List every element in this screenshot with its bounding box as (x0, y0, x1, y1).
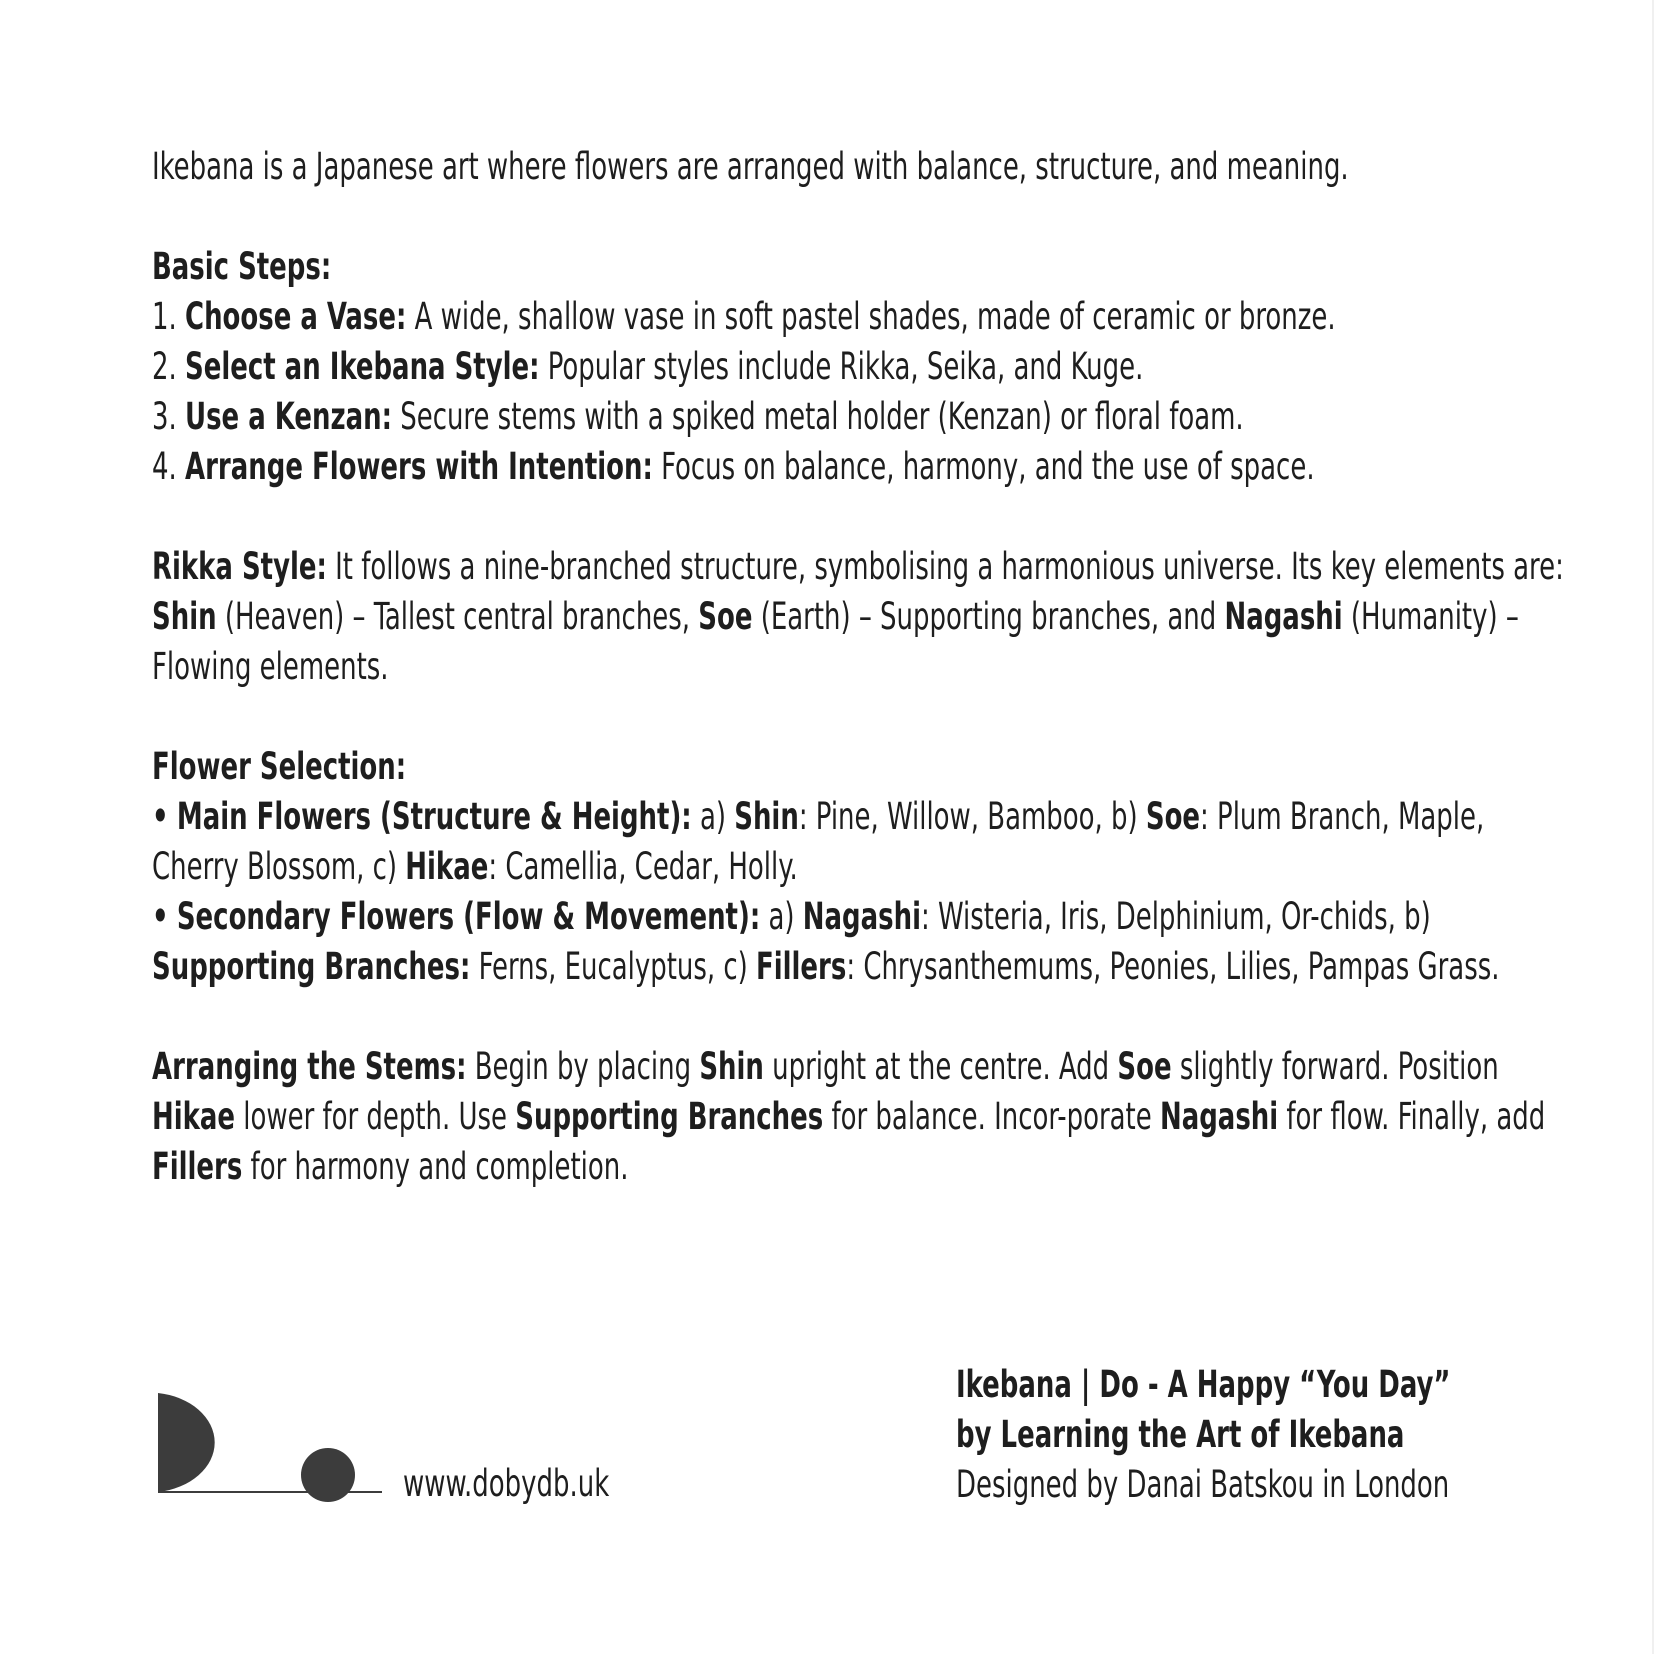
flower-selection-heading: Flower Selection: (152, 745, 407, 788)
do-logo (150, 1385, 390, 1510)
credits-designer: Designed by Danai Batskou in London (956, 1463, 1450, 1506)
credits-block (956, 1360, 1450, 1510)
intro-paragraph: Ikebana is a Japanese art where flowers are arranged with balance, structure, and meaning. (152, 145, 1349, 188)
website-link[interactable]: www.dobydb.uk (403, 1462, 610, 1505)
main-text (152, 142, 1572, 1192)
step-4: 4. Arrange Flowers with Intention: Focus on balance, harmony, and the use of space. (152, 445, 1315, 488)
main-flowers-item: • Main Flowers (Structure & Height): a) Shin: Pine, Willow, Bamboo, b) Soe: Plum Branch, Maple, Cherry Blossom, c) Hikae: Camellia, Cedar, Holly. (152, 795, 1485, 888)
credits-title-line-1: Ikebana | Do - A Happy “You Day” (956, 1363, 1451, 1406)
basic-steps-heading: Basic Steps: (152, 245, 332, 288)
rikka-paragraph: Rikka Style: It follows a nine-branched structure, symbolising a harmonious universe. Its key elements are: Shin (Heaven) – Tallest central branches, Soe (Earth) – Supporting branches, and Nagashi (Humanity) – Flowing elements. (152, 545, 1564, 688)
step-3: 3. Use a Kenzan: Secure stems with a spiked metal holder (Kenzan) or floral foam. (152, 395, 1244, 438)
step-1: 1. Choose a Vase: A wide, shallow vase in soft pastel shades, made of ceramic or bronze. (152, 295, 1336, 338)
logo-d-shape (158, 1393, 215, 1492)
arranging-paragraph: Arranging the Stems: Begin by placing Shin upright at the centre. Add Soe slightly forward. Position Hikae lower for depth. Use Supporting Branches for balance. Incor-porate Nagashi for flow. Finally, add Fillers for harmony and completion. (152, 1045, 1546, 1188)
step-2: 2. Select an Ikebana Style: Popular styles include Rikka, Seika, and Kuge. (152, 345, 1144, 388)
secondary-flowers-item: • Secondary Flowers (Flow & Movement): a) Nagashi: Wisteria, Iris, Delphinium, Or-chids, b) Supporting Branches: Ferns, Eucalyptus, c) Fillers: Chrysanthemums, Peonies, Lilies, Pampas Grass. (152, 895, 1500, 988)
logo-dot (301, 1448, 355, 1502)
credits-title-line-2: by Learning the Art of Ikebana (956, 1413, 1405, 1456)
